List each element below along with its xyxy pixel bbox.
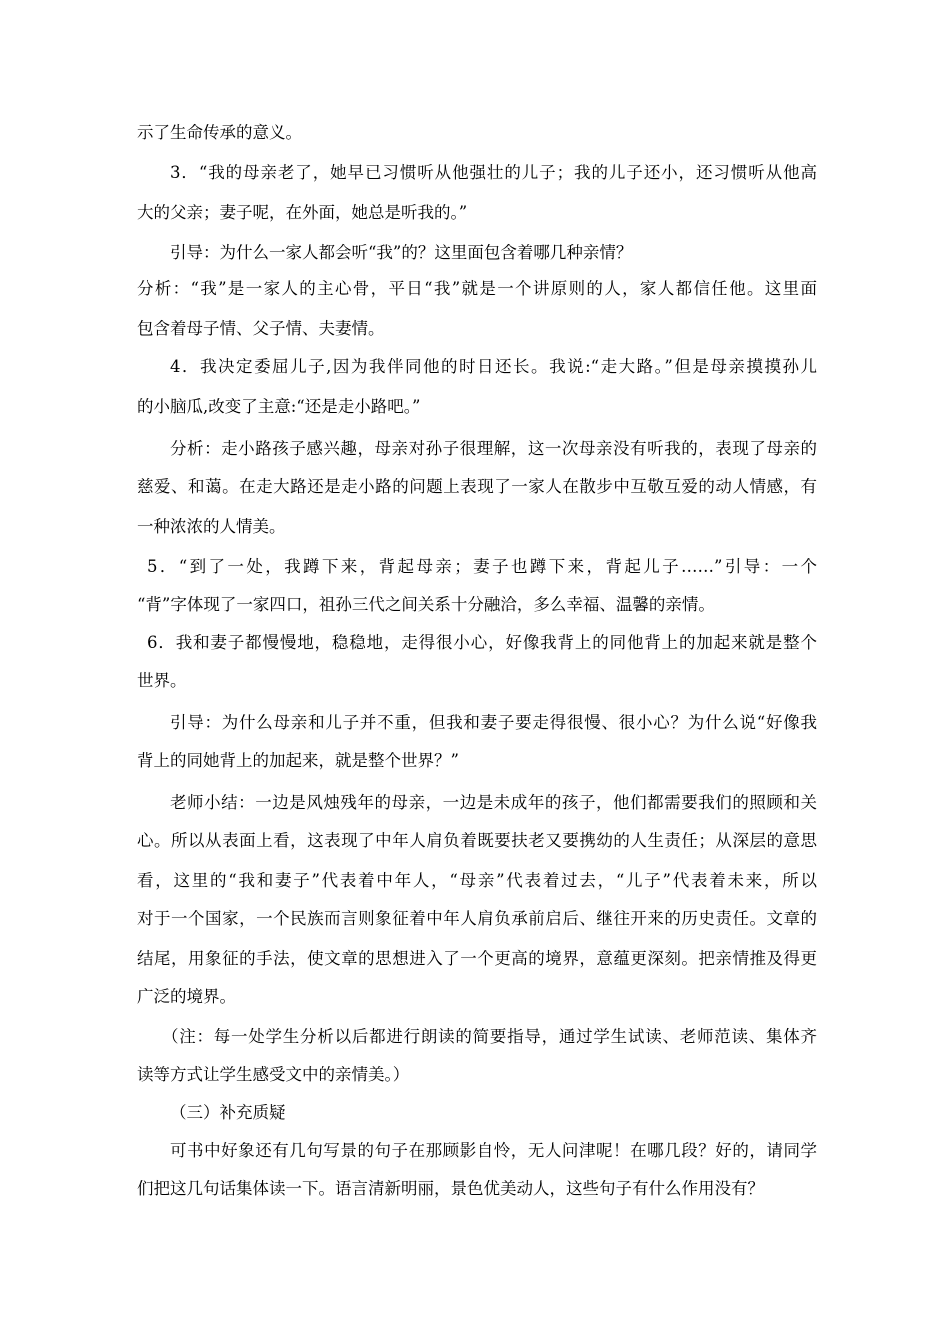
text-line: 分析：“我”是一家人的主心骨，平日“我”就是一个讲原则的人，家人都信任他。这里面 (137, 279, 817, 298)
text-line: “背”字体现了一家四口，祖孙三代之间关系十分融洽，多么幸福、温馨的亲情。 (137, 595, 715, 614)
text-line: 大的父亲；妻子呢，在外面，她总是听我的。” (137, 203, 468, 222)
text-line: 背上的同她背上的加起来，就是整个世界？” (137, 751, 459, 770)
text-line: 广泛的境界。 (137, 987, 236, 1006)
text-line: 6．我和妻子都慢慢地，稳稳地，走得很小心，好像我背上的同他背上的加起来就是整个 (147, 633, 817, 652)
text-line: 们把这几句话集体读一下。语言清新明丽，景色优美动人，这些句子有什么作用没有？ (137, 1179, 764, 1198)
text-line: 5．“到了一处，我蹲下来，背起母亲；妻子也蹲下来，背起儿子……”引导：一个 (147, 557, 817, 576)
text-line: 对于一个国家，一个民族而言则象征着中年人肩负承前启后、继往开来的历史责任。文章的 (137, 909, 817, 928)
text-line: 分析：走小路孩子感兴趣，母亲对孙子很理解，这一次母亲没有听我的，表现了母亲的 (170, 439, 817, 458)
text-line: 慈爱、和蔼。在走大路还是走小路的问题上表现了一家人在散步中互敬互爱的动人情感，有 (137, 477, 817, 496)
text-line: 结尾，用象征的手法，使文章的思想进入了一个更高的境界，意蕴更深刻。把亲情推及得更 (137, 949, 817, 968)
text-line: 引导：为什么一家人都会听“我”的？这里面包含着哪几种亲情？ (170, 243, 633, 262)
text-line: 老师小结：一边是风烛残年的母亲，一边是未成年的孩子，他们都需要我们的照顾和关 (170, 793, 817, 812)
text-line: 世界。 (137, 671, 187, 690)
section-heading: （三）补充质疑 (170, 1103, 286, 1122)
text-line: 包含着母子情、父子情、夫妻情。 (137, 319, 385, 338)
text-line: 读等方式让学生感受文中的亲情美。） (137, 1065, 410, 1084)
text-line: 一种浓浓的人情美。 (137, 517, 286, 536)
text-line: 3．“我的母亲老了，她早已习惯听从他强壮的儿子；我的儿子还小，还习惯听从他高 (170, 163, 817, 182)
text-line: 示了生命传承的意义。 (137, 123, 302, 142)
text-line: 引导：为什么母亲和儿子并不重，但我和妻子要走得很慢、很小心？为什么说“好像我 (170, 713, 817, 732)
text-line: 看，这里的“我和妻子”代表着中年人，“母亲”代表着过去，“儿子”代表着未来，所以 (137, 871, 817, 890)
text-line: 4．我决定委屈儿子,因为我伴同他的时日还长。我说:“走大路。”但是母亲摸摸孙儿 (170, 357, 817, 376)
text-line: （注：每一处学生分析以后都进行朗读的简要指导，通过学生试读、老师范读、集体齐 (162, 1027, 817, 1046)
text-line: 的小脑瓜,改变了主意:“还是走小路吧。” (137, 397, 421, 416)
text-line: 心。所以从表面上看，这表现了中年人肩负着既要扶老又要携幼的人生责任；从深层的意思 (137, 831, 817, 850)
text-line: 可书中好象还有几句写景的句子在那顾影自怜，无人问津呢！在哪几段？好的，请同学 (170, 1141, 817, 1160)
